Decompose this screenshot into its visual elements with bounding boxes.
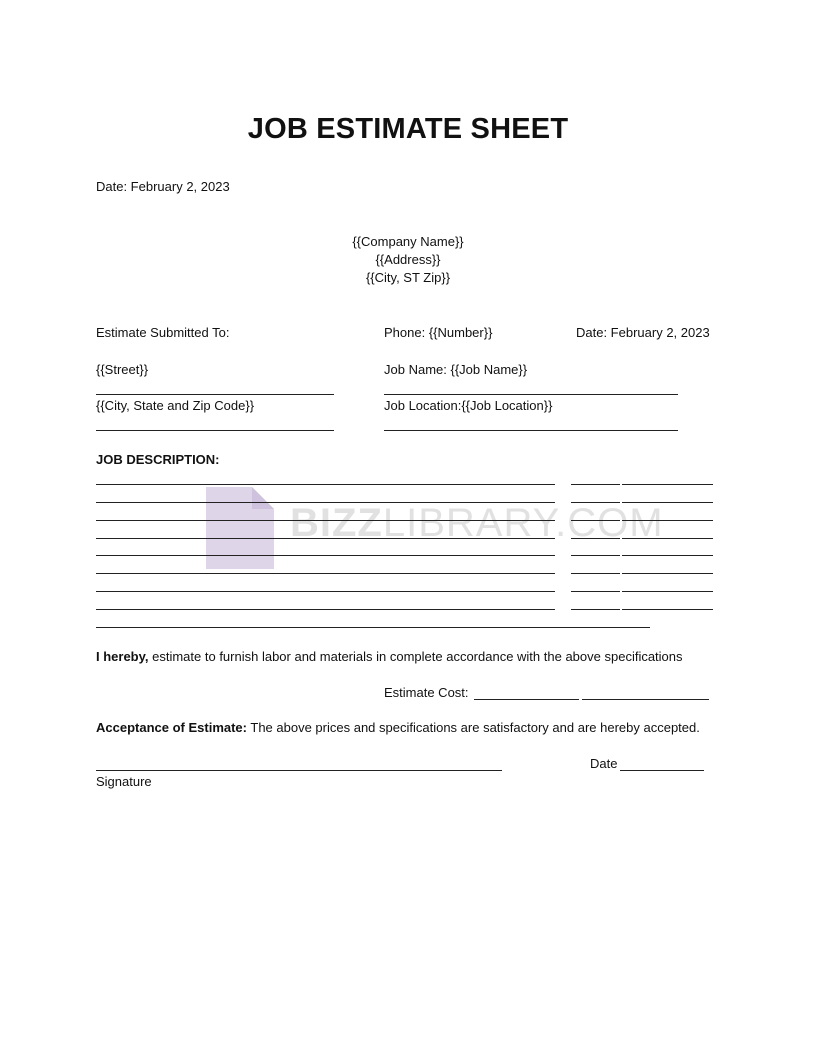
acceptance-bold: Acceptance of Estimate: xyxy=(96,720,247,735)
page-title: JOB ESTIMATE SHEET xyxy=(247,113,569,145)
hereby-statement xyxy=(96,649,683,664)
estimate-cost-line-2 xyxy=(582,699,709,700)
document-icon xyxy=(206,487,274,569)
phone-label: Phone: {{Number}} xyxy=(384,325,493,340)
description-line-1-1 xyxy=(96,484,555,485)
company-address: {{Address}} xyxy=(375,252,441,267)
description-line-5-2 xyxy=(571,555,620,556)
job-location-field: Job Location:{{Job Location}} xyxy=(384,398,553,413)
hereby-bold: I hereby, xyxy=(96,649,149,664)
acceptance-statement xyxy=(96,720,700,735)
description-line-2-1 xyxy=(96,502,555,503)
date-right: Date: February 2, 2023 xyxy=(576,325,710,340)
description-line-5-3 xyxy=(622,555,713,556)
city-state-zip-field: {{City, State and Zip Code}} xyxy=(96,398,255,413)
description-line-7-1 xyxy=(96,591,555,592)
description-line-2-3 xyxy=(622,502,713,503)
description-line-3-2 xyxy=(571,520,620,521)
description-line-4-3 xyxy=(622,538,713,539)
description-line-5-1 xyxy=(96,555,555,556)
date-line-underline xyxy=(620,770,704,771)
job-description-heading: JOB DESCRIPTION: xyxy=(96,452,220,467)
estimate-cost-line-1 xyxy=(474,699,579,700)
acceptance-text: The above prices and specifications are satisfactory and are hereby accepted. xyxy=(247,720,700,735)
description-line-6-2 xyxy=(571,573,620,574)
watermark-bold: BIZZ xyxy=(290,501,383,545)
description-line-8-3 xyxy=(622,609,713,610)
description-line-1-3 xyxy=(622,484,713,485)
city-underline xyxy=(96,430,334,431)
description-line-6-3 xyxy=(622,573,713,574)
description-line-3-3 xyxy=(622,520,713,521)
description-line-8-1 xyxy=(96,609,555,610)
description-line-2-2 xyxy=(571,502,620,503)
description-line-7-2 xyxy=(571,591,620,592)
watermark-text xyxy=(290,501,664,546)
signature-label: Signature xyxy=(96,774,152,789)
hereby-text: estimate to furnish labor and materials in complete accordance with the above specifications xyxy=(148,649,683,664)
description-line-7-3 xyxy=(622,591,713,592)
description-line-3-1 xyxy=(96,520,555,521)
description-line-4-1 xyxy=(96,538,555,539)
watermark-light: LIBRARY.COM xyxy=(382,501,664,545)
street-field: {{Street}} xyxy=(96,362,149,377)
description-line-4-2 xyxy=(571,538,620,539)
date-line: Date: February 2, 2023 xyxy=(96,179,230,194)
description-line-final xyxy=(96,627,650,628)
description-line-6-1 xyxy=(96,573,555,574)
street-underline xyxy=(96,394,334,395)
submitted-to-label: Estimate Submitted To: xyxy=(96,325,230,340)
job-name-field: Job Name: {{Job Name}} xyxy=(384,362,528,377)
date-label: Date xyxy=(590,756,618,771)
estimate-cost-label: Estimate Cost: xyxy=(384,685,469,700)
job-name-underline xyxy=(384,394,678,395)
description-line-8-2 xyxy=(571,609,620,610)
watermark xyxy=(206,487,664,573)
company-city: {{City, ST Zip}} xyxy=(365,270,451,285)
company-name: {{Company Name}} xyxy=(352,234,464,249)
signature-line xyxy=(96,770,502,771)
job-location-underline xyxy=(384,430,678,431)
description-line-1-2 xyxy=(571,484,620,485)
